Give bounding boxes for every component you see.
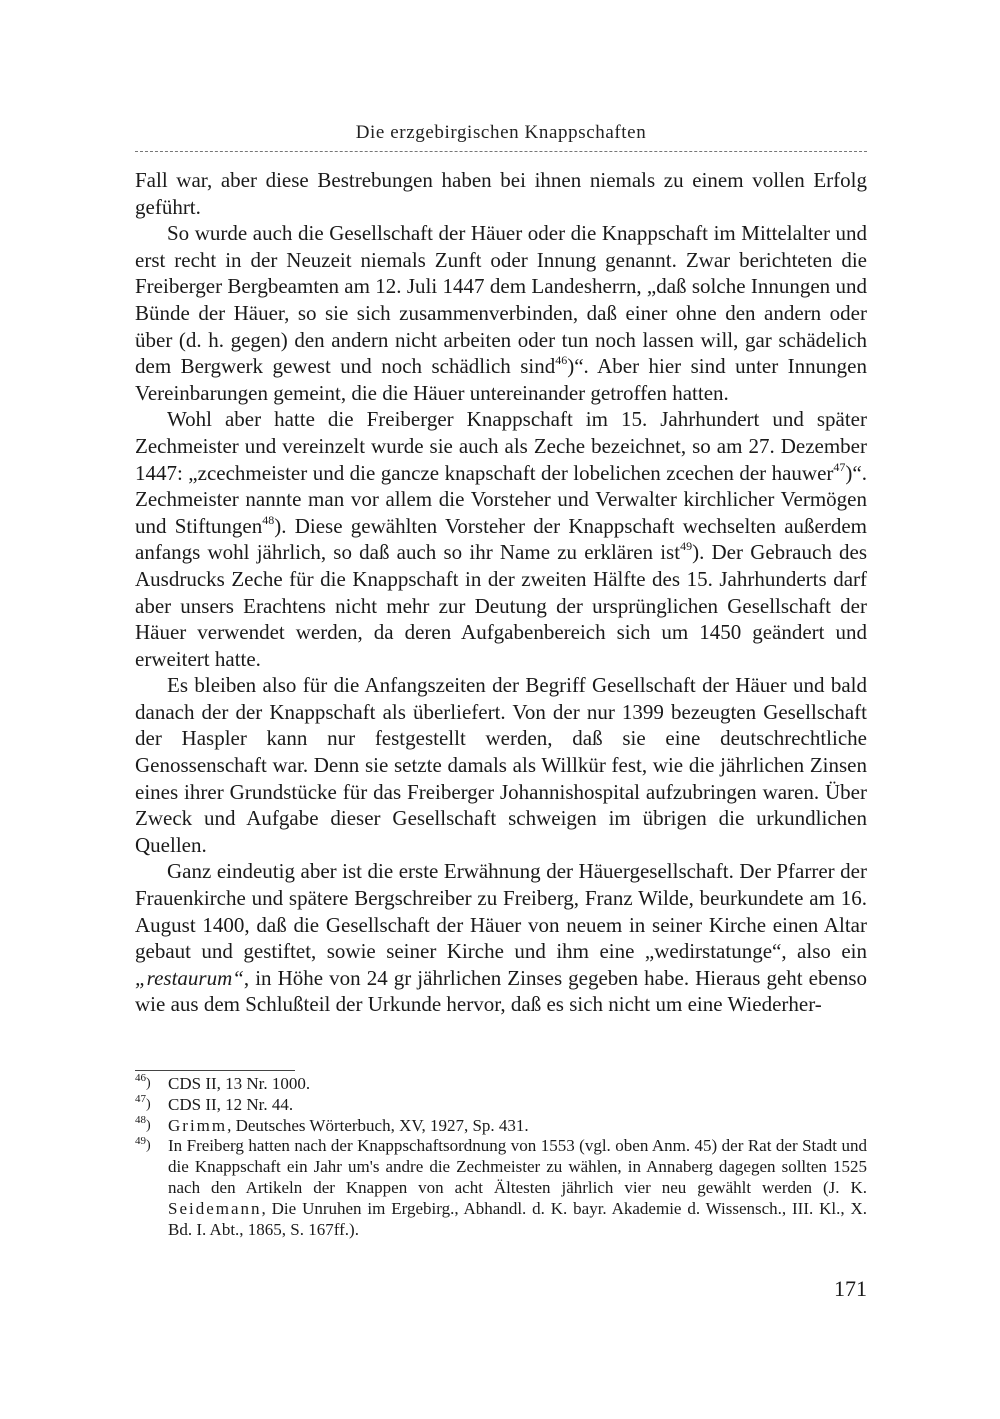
footnote-47 xyxy=(135,1095,867,1116)
author-name: Grimm xyxy=(168,1115,228,1135)
paragraph-5-part-b: , in Höhe von 24 gr jährlichen Zinses gegeben habe. Hieraus geht ebenso wie aus dem Schlußteil der Urkunde hervor, daß es sich nicht um eine Wiederher- xyxy=(135,965,867,1017)
footnote-ref-49: 49 xyxy=(680,539,693,554)
footnote-marker: $^{47}$) xyxy=(135,1093,151,1112)
footnotes xyxy=(135,1074,867,1240)
paragraph-3-part-a: Wohl aber hatte die Freiberger Knappschaft im 15. Jahrhundert und später Zechmeister und vereinzelt wurde sie auch als Zeche bezeichnet, so am 27. Dezember 1447: „zcechmeister und die gancze knapschaft der lobelichen zcechen der hauwer xyxy=(135,407,867,485)
main-text xyxy=(135,167,867,1018)
header-rule xyxy=(135,151,867,152)
footnote-text: CDS II, 12 Nr. 44. xyxy=(168,1094,294,1114)
footnote-46 xyxy=(135,1074,867,1095)
footnote-text: , Deutsches Wörterbuch, XV, 1927, Sp. 431. xyxy=(227,1115,529,1135)
paragraph-1: Fall war, aber diese Bestrebungen haben bei ihnen niemals zu einem vollen Erfolg geführt. xyxy=(135,168,867,219)
footnote-text-b: , Die Unruhen im Ergebirg., Abhandl. d. K. bayr. Akademie d. Wissensch., III. Kl., X. Bd. I. Abt., 1865, S. 167ff.). xyxy=(168,1198,867,1239)
paragraph-5-part-a: Ganz eindeutig aber ist die erste Erwähnung der Häuergesellschaft. Der Pfarrer der Frauenkirche und spätere Bergschreiber zu Freiberg, Franz Wilde, beurkundete am 16. August 1400, daß die Gesellschaft der Häuer von neuem in seiner Kirche einen Altar gebaut und gestiftet, sowie seiner Kirche und ihm eine „wedirstatunge“, also ein xyxy=(135,859,867,964)
paragraph-2-part-a: So wurde auch die Gesellschaft der Häuer oder die Knappschaft im Mittelalter und erst recht in der Neuzeit niemals Zunft oder Innung genannt. Zwar berichteten die Freiberger Bergbeamten am 12. Juli 1447 dem Landesherrn, „daß solche Innungen und Bünde der Häuer, so sie sich zusammenverbinden, daß einer ohne den andern oder über (d. h. gegen) den andern nicht arbeiten oder tun noch lassen will, gar schädelich dem Bergwerk gewest und noch schädlich sind xyxy=(135,221,867,379)
footnote-ref-47: 47 xyxy=(833,459,846,474)
author-name: Seidemann xyxy=(168,1198,262,1218)
running-header: Die erzgebirgischen Knappschaften xyxy=(355,122,647,143)
footnote-marker: $^{48}$) xyxy=(135,1113,151,1133)
paragraph-3-part-d: ). Der Gebrauch des Ausdrucks Zeche für die Knappschaft in der zweiten Hälfte des 15. Jahrhunderts darf aber unsers Erachtens nicht mehr zur Deutung der ursprünglichen Gesellschaft der Häuer verwendet werden, da deren Aufgabenbereich sich um 1450 geändert und erweitert hatte. xyxy=(135,540,868,671)
paragraph-3 xyxy=(135,406,867,672)
footnote-marker: $^{46}$) xyxy=(135,1072,151,1091)
paragraph-5 xyxy=(135,858,867,1018)
footnote-text-a: In Freiberg hatten nach der Knappschaftsordnung von 1553 (vgl. oben Anm. 45) der Rat der Stadt und die Knappschaft ein Jahr um's andre die Zechmeister zu wählen, in Annaberg dagegen sollten 1525 nach den Artikeln der Knappen von acht Ältesten jährlich vier neu gewählt werden (J. K. xyxy=(168,1136,867,1197)
paragraph-4: Es bleiben also für die Anfangszeiten der Begriff Gesellschaft der Häuer und bald danach der der Knappschaft als überliefert. Von der nur 1399 bezeugten Gesellschaft der Haspler kann nur festgestellt werden, daß sie eine deutschrechtliche Genossenschaft war. Denn sie setzte damals als Willkür fest, wie die jährlichen Zinsen eines ihrer Grundstücke für das Freiberger Johannishospital aufzubringen waren. Über Zweck und Aufgabe dieser Gesellschaft schweigen im übrigen die urkundlichen Quellen. xyxy=(135,673,867,857)
paragraph-2 xyxy=(135,220,867,406)
footnote-text: CDS II, 13 Nr. 1000. xyxy=(168,1074,311,1093)
footnote-marker: $^{49}$) xyxy=(135,1134,151,1154)
page-number: 171 xyxy=(834,1276,867,1301)
footnote-48 xyxy=(135,1113,867,1137)
footnote-49 xyxy=(135,1136,867,1240)
restaurum-italic: „restaurum“ xyxy=(135,965,244,990)
paragraph-3-part-c: ). Diese gewählten Vorsteher der Knappschaft wechselten außerdem anfangs wohl jährlich, so daß auch so ihr Name zu erklären ist xyxy=(135,513,868,565)
footnote-ref-46: 46 xyxy=(555,353,568,368)
footnote-separator xyxy=(135,1070,295,1071)
paragraph-2-part-b: )“. Aber hier sind unter Innungen Vereinbarungen gemeint, die die Häuer untereinander getroffen hatten. xyxy=(135,354,867,405)
footnote-ref-48: 48 xyxy=(262,512,275,527)
paragraph-3-part-b: )“. Zechmeister nannte man vor allem die Vorsteher und Verwalter kirchlicher Vermögen und Stiftungen xyxy=(135,460,867,538)
